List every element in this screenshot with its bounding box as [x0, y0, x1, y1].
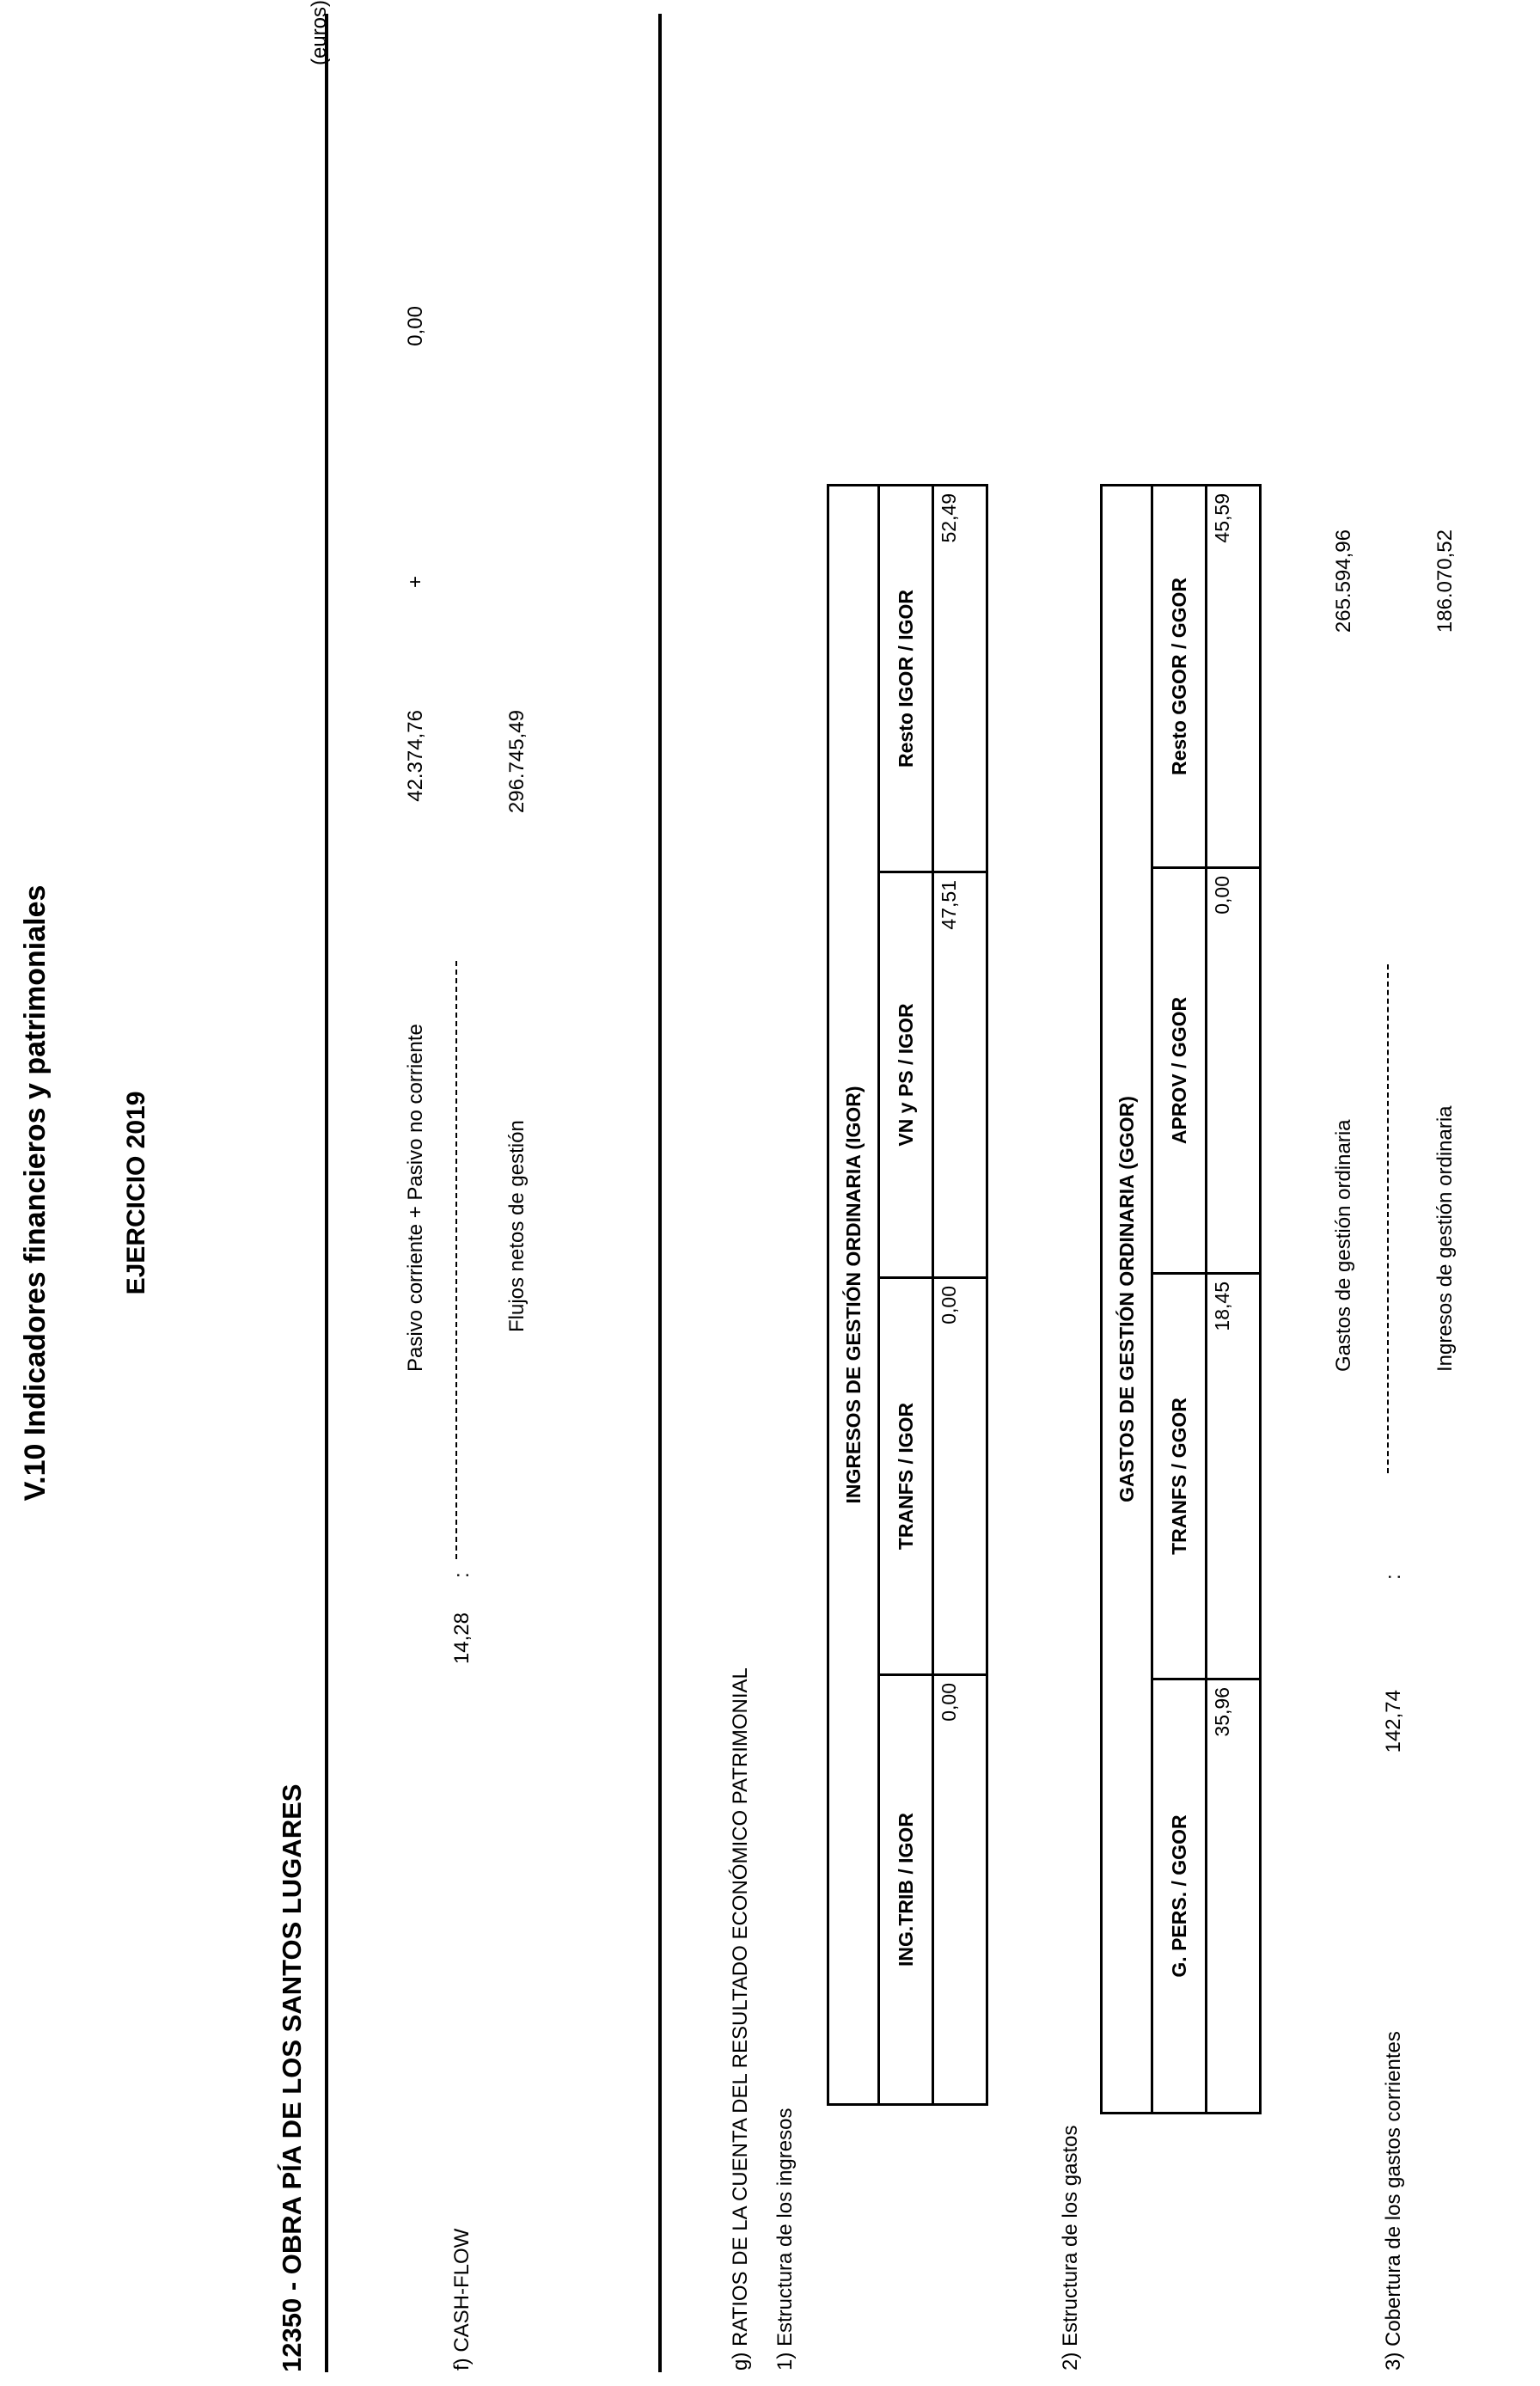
entity-name: 12350 - OBRA PÍA DE LOS SANTOS LUGARES — [277, 1783, 307, 2372]
gastos-col-header: Resto GGOR / GGOR — [1152, 486, 1207, 868]
ingresos-col-header: VN y PS / IGOR — [879, 872, 933, 1278]
cash-flow-denominator-value: 296.745,49 — [505, 710, 529, 814]
currency-note: (euros) — [308, 0, 331, 65]
ingresos-value-cell: 0,00 — [933, 1278, 987, 1675]
cash-flow-numerator-label: Pasivo corriente + Pasivo no corriente — [404, 1024, 427, 1372]
cash-flow-numerator-value-2: 0,00 — [404, 306, 427, 346]
gastos-table-title: GASTOS DE GESTIÓN ORDINARIA (GGOR) — [1102, 486, 1152, 2114]
gastos-value-cell: 35,96 — [1207, 1679, 1261, 2114]
gastos-table — [1100, 484, 1262, 2114]
gastos-col-header: APROV / GGOR — [1152, 868, 1207, 1274]
cash-flow-fraction-line — [455, 961, 457, 1559]
header-rule — [325, 14, 328, 2372]
ingresos-value-cell: 47,51 — [933, 872, 987, 1278]
cash-flow-value: 14,28 — [450, 1612, 474, 1665]
ingresos-col-header: ING.TRIB / IGOR — [879, 1675, 933, 2105]
cash-flow-label: f) CASH-FLOW — [450, 2228, 474, 2371]
cash-flow-numerator-value-1: 42.374,76 — [404, 710, 427, 802]
cobertura-label: 3) Cobertura de los gastos corrientes — [1382, 2031, 1405, 2371]
report-title: V.10 Indicadores financieros y patrimoniales — [19, 884, 52, 1502]
cobertura-denominator-label: Ingresos de gestión ordinaria — [1433, 1105, 1457, 1372]
ingresos-value-cell: 0,00 — [933, 1675, 987, 2105]
ratios-section-label: g) RATIOS DE LA CUENTA DEL RESULTADO ECONÓMICO PATRIMONIAL — [729, 1667, 752, 2371]
ingresos-col-header: Resto IGOR / IGOR — [879, 485, 933, 872]
cobertura-denominator-value: 186.070,52 — [1433, 529, 1457, 633]
fiscal-year: EJERCICIO 2019 — [122, 1091, 150, 1295]
cobertura-numerator-label: Gastos de gestión ordinaria — [1332, 1119, 1355, 1372]
section-rule — [658, 14, 662, 2372]
cash-flow-colon: : — [450, 1572, 474, 1578]
cobertura-numerator-value: 265.594,96 — [1332, 529, 1355, 633]
cobertura-fraction-line — [1387, 964, 1389, 1473]
cobertura-colon: : — [1382, 1574, 1405, 1580]
gastos-col-header: G. PERS. / GGOR — [1152, 1679, 1207, 2114]
gastos-value-cell: 0,00 — [1207, 868, 1261, 1274]
gastos-value-cell: 18,45 — [1207, 1274, 1261, 1679]
ingresos-structure-label: 1) Estructura de los ingresos — [773, 2108, 797, 2371]
cash-flow-plus: + — [404, 575, 427, 588]
gastos-structure-label: 2) Estructura de los gastos — [1059, 2125, 1082, 2371]
ingresos-col-header: TRANFS / IGOR — [879, 1278, 933, 1675]
cobertura-value: 142,74 — [1382, 1690, 1405, 1753]
ingresos-table — [827, 484, 988, 2106]
gastos-value-cell: 45,59 — [1207, 486, 1261, 868]
ingresos-value-cell: 52,49 — [933, 485, 987, 872]
gastos-col-header: TRANFS / GGOR — [1152, 1274, 1207, 1679]
ingresos-table-title: INGRESOS DE GESTIÓN ORDINARIA (IGOR) — [828, 485, 879, 2104]
cash-flow-denominator-label: Flujos netos de gestión — [505, 1120, 529, 1332]
